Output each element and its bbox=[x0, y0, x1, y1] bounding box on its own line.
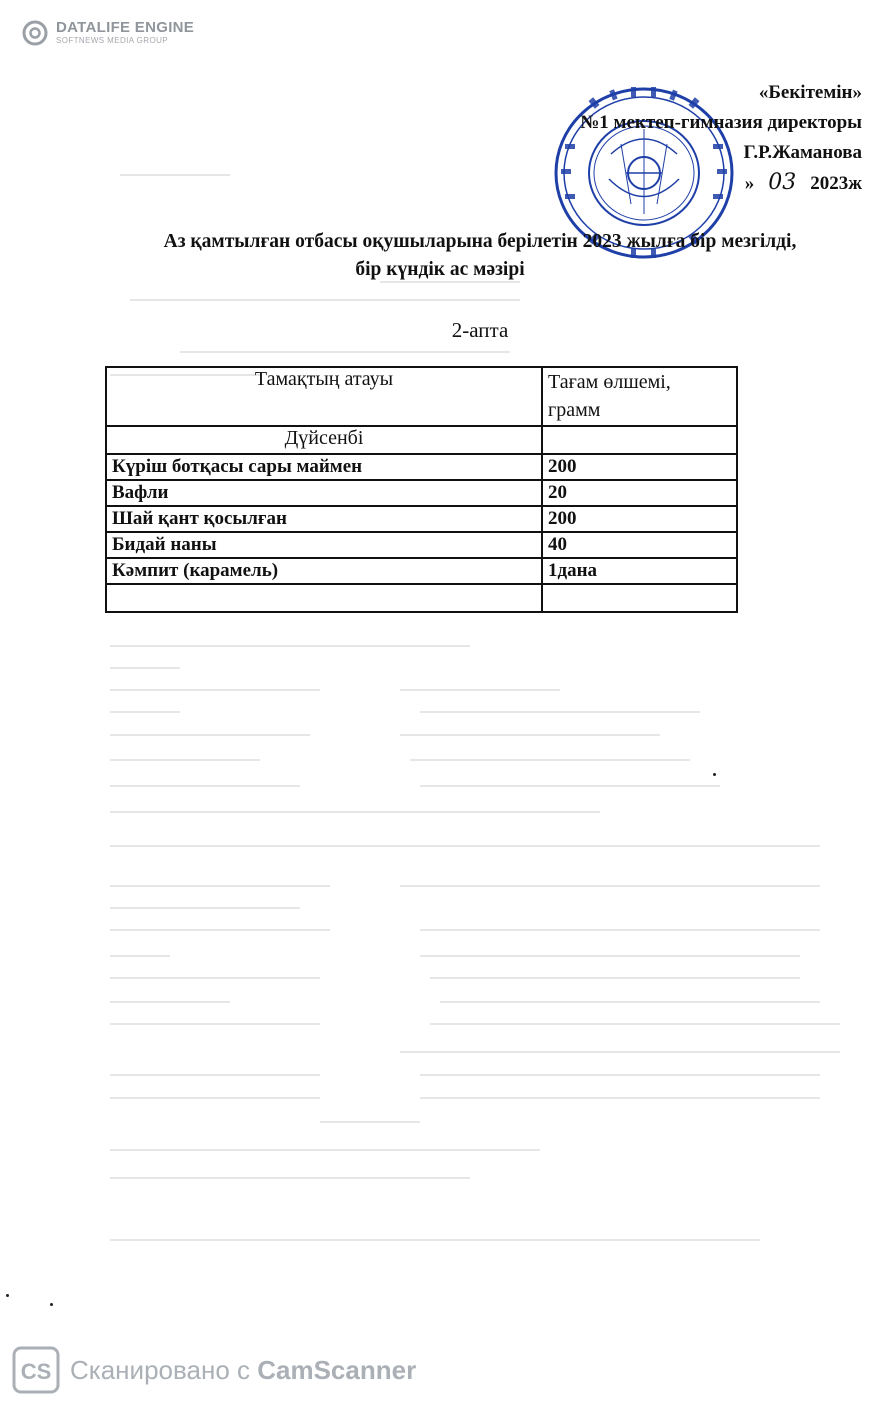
week-label: 2-апта bbox=[451, 318, 509, 342]
datalife-watermark bbox=[22, 20, 194, 46]
watermark-subtitle: SOFTNEWS MEDIA GROUP bbox=[56, 36, 169, 45]
header-portion-line2: грамм bbox=[548, 399, 601, 421]
camscanner-prefix: Сканировано с bbox=[70, 1354, 258, 1385]
dish-name-cell: Күріш ботқасы сары маймен bbox=[106, 454, 542, 480]
table-row bbox=[106, 454, 737, 480]
camscanner-watermark bbox=[12, 1346, 416, 1394]
header-portion-line1: Тағам өлшемі, bbox=[548, 371, 671, 393]
table-row bbox=[106, 480, 737, 506]
approval-heading: «Бекітемін» bbox=[758, 82, 862, 103]
empty-cell bbox=[106, 584, 542, 612]
document-title-line2: бір күндік ас мәзірі bbox=[355, 259, 525, 280]
table-header-row bbox=[106, 367, 737, 426]
dish-name-cell: Шай қант қосылған bbox=[106, 506, 542, 532]
menu-table bbox=[105, 366, 738, 613]
watermark-title: DATALIFE ENGINE bbox=[56, 19, 195, 36]
approval-position: №1 мектеп-гимназия директоры bbox=[580, 112, 862, 133]
svg-text:CS: CS bbox=[20, 1359, 52, 1384]
portion-cell: 200 bbox=[542, 454, 737, 480]
empty-cell bbox=[542, 584, 737, 612]
table-row bbox=[106, 506, 737, 532]
ink-speck bbox=[6, 1294, 9, 1297]
camscanner-text bbox=[70, 1355, 416, 1386]
document-title-line1: Аз қамтылған отбасы оқушыларына берілетін 2023 жылға бір мезгілді, bbox=[163, 231, 797, 252]
dish-name-cell: Бидай наны bbox=[106, 532, 542, 558]
portion-cell: 200 bbox=[542, 506, 737, 532]
header-dish-name: Тамақтың атауы bbox=[106, 367, 542, 426]
approval-date bbox=[745, 168, 862, 199]
portion-cell: 20 bbox=[542, 480, 737, 506]
dish-name-cell: Кәмпит (карамель) bbox=[106, 558, 542, 584]
camscanner-logo-icon bbox=[12, 1346, 60, 1394]
datalife-logo-icon bbox=[22, 20, 48, 46]
table-row bbox=[106, 532, 737, 558]
portion-cell: 40 bbox=[542, 532, 737, 558]
empty-row bbox=[106, 584, 737, 612]
day-empty-cell bbox=[542, 426, 737, 454]
portion-cell: 1дана bbox=[542, 558, 737, 584]
header-portion bbox=[542, 367, 737, 426]
approval-director-name: Г.Р.Жаманова bbox=[743, 142, 862, 163]
table-row bbox=[106, 558, 737, 584]
dish-name-cell: Вафли bbox=[106, 480, 542, 506]
ink-speck bbox=[50, 1303, 53, 1306]
date-quote: » bbox=[744, 173, 755, 194]
camscanner-brand: CamScanner bbox=[257, 1354, 417, 1385]
day-cell: Дүйсенбі bbox=[106, 426, 542, 454]
approval-block bbox=[580, 78, 862, 199]
day-row bbox=[106, 426, 737, 454]
ink-speck bbox=[713, 773, 716, 776]
date-year: 2023ж bbox=[810, 173, 862, 194]
date-month-handwritten: 03 bbox=[768, 170, 797, 195]
